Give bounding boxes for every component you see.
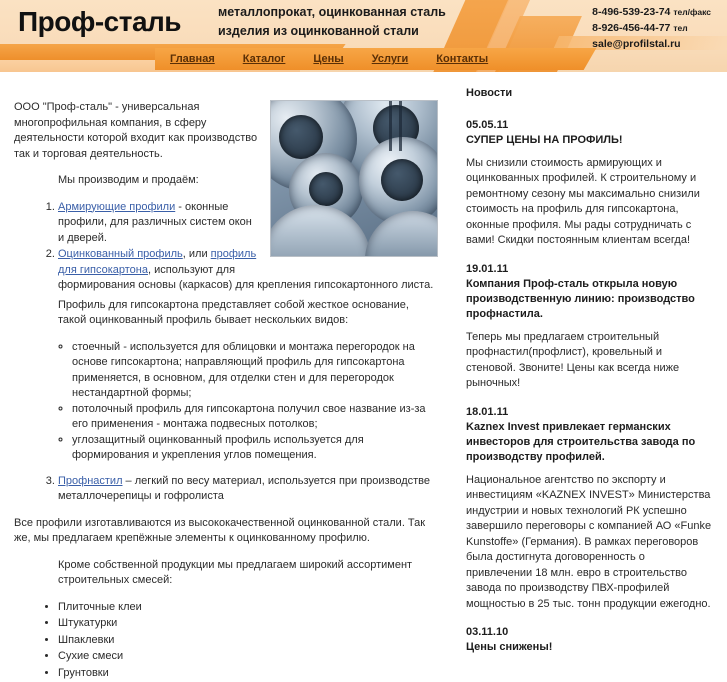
- contact-email-row[interactable]: [592, 36, 711, 52]
- news-item: [466, 118, 714, 249]
- news-headline: Цены снижены!: [466, 641, 553, 653]
- mixes-list: [14, 600, 438, 682]
- product-3-text: – легкий по весу материал, используется при производстве металлочерепицы и гофролиста: [58, 474, 430, 502]
- list-item: ◦ углозащитный оцинкованный профиль используется для формирования и укрепления углов помещения.: [72, 433, 438, 464]
- contact-phone-2: 8-926-456-44-77: [592, 22, 671, 34]
- header-contacts: [592, 4, 711, 52]
- nav-item-catalog[interactable]: Каталог: [242, 53, 286, 65]
- list-item: • Шпаклевки: [58, 633, 438, 649]
- tagline-line-1: металлопрокат, оцинкованная сталь: [218, 5, 446, 19]
- list-item: • Сухие смеси: [58, 649, 438, 665]
- main-navigation: [170, 49, 488, 69]
- news-date: 03.11.10: [466, 626, 509, 638]
- steel-coils-photo: [270, 100, 438, 257]
- profile-kinds-list: [14, 340, 438, 464]
- coil-strap: [389, 100, 392, 151]
- news-body: Мы снизили стоимость армирующих и оцинкованных профилей. К строительному и ремонтному сезону мы максимально снизили стоимость на профиль для гипсокартона, оконные профиля. Мы рады сотрудничать с вами! Скидки постоянным клиентам всегда!: [466, 156, 700, 246]
- products-list-continued: [14, 474, 438, 505]
- nav-item-contacts[interactable]: Контакты: [436, 53, 489, 65]
- news-body: Национальное агентство по экспорту и инвестициям «KAZNEX INVEST» Министерства индустрии и новых технологий РК успешно завершило переговоры с компанией АО «Funke Kunstoffe» (Германия). В рамках переговоров была достигнута договоренность о привлечении 18 млн. евро в строительство завода по производству ПВХ-профилей мощностью в 25 тыс. тонн продукции ежегодно.: [466, 473, 712, 610]
- list-item: • Штукатурки: [58, 616, 438, 632]
- list-item: ◦ стоечный - используется для облицовки и монтажа перегородок на основе гипсокартона; направляющий профиль для гипсокартона применяется, в основном, для отделки стен и для перегородок нестандартной формы;: [72, 340, 438, 402]
- coil-strap: [399, 100, 402, 151]
- coil-hole: [381, 159, 423, 201]
- contact-phone-1-row: [592, 4, 711, 20]
- coil-hole: [309, 172, 343, 206]
- news-item: [466, 625, 714, 655]
- quality-note: Все профили изготавливаются из высококачественной оцинкованной стали. Так же, мы предлагаем крепёжные элементы к оцинкованному профилю.: [14, 516, 426, 544]
- link-profnastil[interactable]: Профнастил: [58, 474, 123, 487]
- news-title: Новости: [466, 87, 513, 99]
- site-tagline: [218, 3, 446, 41]
- tagline-line-2: изделия из оцинкованной стали: [218, 24, 419, 38]
- nav-item-prices[interactable]: Цены: [313, 53, 344, 65]
- contact-email[interactable]: sale@profilstal.ru: [592, 38, 681, 50]
- contact-phone-1: 8-496-539-23-74: [592, 6, 671, 18]
- list-item: • Грунтовки: [58, 666, 438, 682]
- link-armiruyushchie-profili[interactable]: Армирующие профили: [58, 200, 176, 213]
- page-body: [0, 72, 727, 679]
- product-2-text: , используют для формирования основы (каркасов) для крепления гипсокартонного листа.: [58, 263, 434, 291]
- intro-paragraph: ООО "Проф-сталь" - универсальная многопрофильная компания, в сферу деятельности которой входит как производство так и торговая деятельность.: [14, 101, 258, 160]
- produce-lead-in: Мы производим и продаём:: [58, 174, 199, 186]
- nav-item-services[interactable]: Услуги: [371, 53, 409, 65]
- list-item: ◦ потолочный профиль для гипсокартона получил свое название из-за его применения - монтажа подвесных потолков;: [72, 402, 438, 433]
- contact-phone-1-label: тел/факс: [673, 7, 711, 17]
- news-headline: Kaznex Invest привлекает германских инвесторов для строительства завода по производству профилей.: [466, 420, 696, 463]
- news-item: [466, 262, 714, 392]
- news-body: Теперь мы предлагаем строительный профнастил(профлист), кровельный и стеновой. Звоните! Цены как всегда ниже рыночных!: [466, 330, 680, 389]
- mixes-lead-in: Кроме собственной продукции мы предлагаем широкий ассортимент строительных смесей:: [58, 558, 413, 586]
- news-headline: СУПЕР ЦЕНЫ НА ПРОФИЛЬ!: [466, 133, 623, 146]
- main-content-column: [14, 100, 438, 682]
- product-2-mid: , или: [182, 248, 211, 260]
- site-logo: Проф-сталь: [18, 6, 182, 37]
- news-item: [466, 405, 714, 613]
- site-header: [0, 0, 727, 72]
- news-date: 19.01.11: [466, 262, 509, 275]
- list-item: [58, 474, 438, 505]
- product-1-text: - оконные профили, для различных систем окон и дверей.: [58, 200, 252, 244]
- contact-phone-2-row: [592, 20, 711, 36]
- link-ocinkovannyy-profil[interactable]: Оцинкованный профиль: [58, 248, 183, 260]
- news-sidebar: [466, 86, 714, 668]
- contact-phone-2-label: тел: [673, 23, 688, 33]
- link-profil-dlya-gipsokartona[interactable]: профиль для гипсокартона: [58, 248, 257, 276]
- nav-item-home[interactable]: Главная: [170, 53, 215, 65]
- news-date: 18.01.11: [466, 405, 509, 418]
- news-date: 05.05.11: [466, 118, 509, 131]
- coil-hole: [279, 115, 323, 159]
- news-headline: Компания Проф-сталь открыла новую производственную линию: производство профнастила.: [466, 277, 695, 320]
- list-item: • Плиточные клеи: [58, 600, 438, 616]
- profile-description: Профиль для гипсокартона представляет собой жесткое основание, такой оцинкованный профиль бывает нескольких видов:: [58, 298, 409, 326]
